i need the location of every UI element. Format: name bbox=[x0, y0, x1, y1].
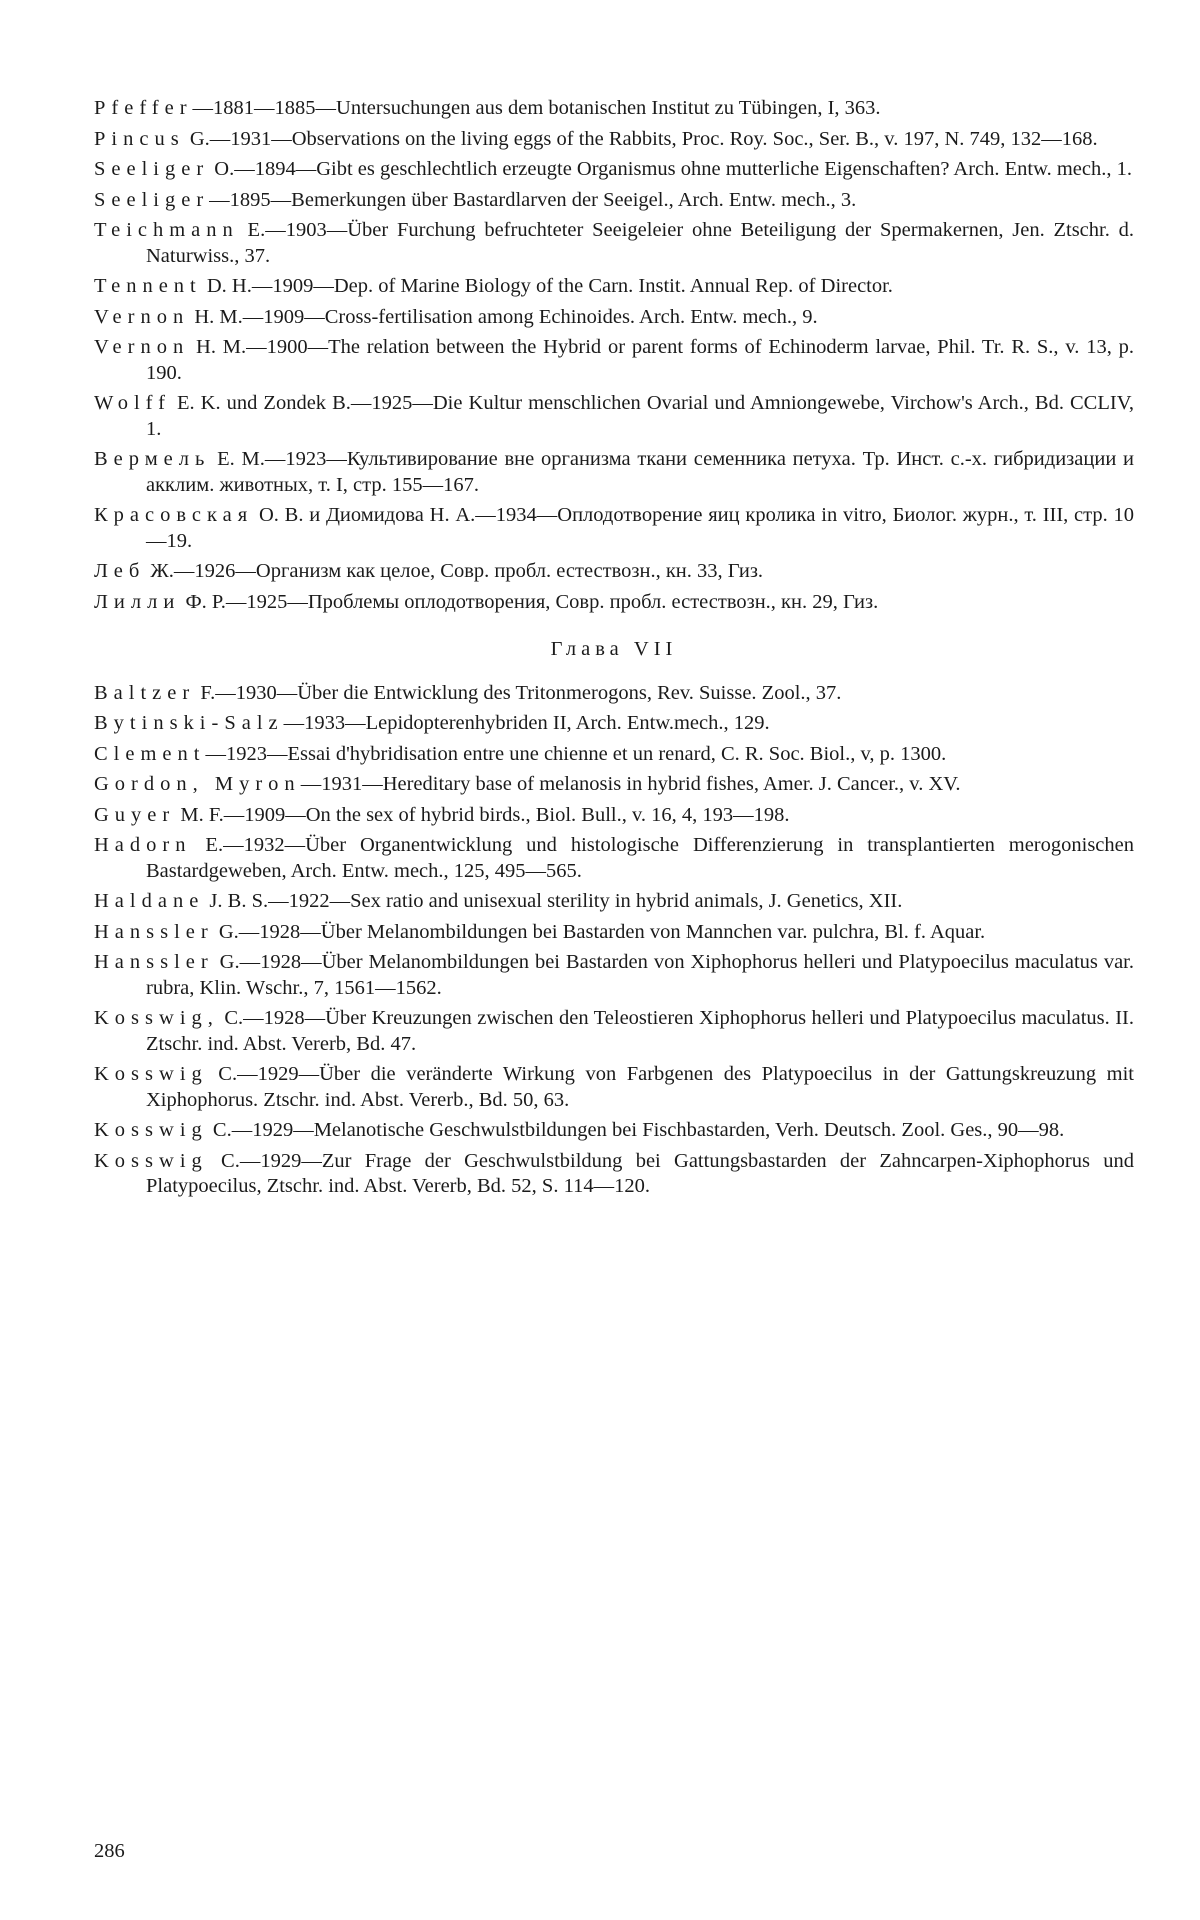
reference-author: Guyer bbox=[94, 803, 176, 826]
reference-entry bbox=[94, 335, 1134, 386]
reference-entry bbox=[94, 833, 1134, 884]
reference-author: Kosswig bbox=[94, 1063, 208, 1085]
reference-entry bbox=[94, 559, 1134, 585]
reference-text: G.—1931—Observations on the living eggs of the Rabbits, Proc. Roy. Soc., Ser. B., v. 197, N. 749, 132—168. bbox=[184, 127, 1098, 150]
reference-text: G.—1928—Über Melanombildungen bei Bastarden von Mannchen var. pulchra, Bl. f. Aquar. bbox=[213, 920, 986, 943]
reference-entry bbox=[94, 1118, 1134, 1144]
reference-text: C.—1929—Melanotische Geschwulstbildungen bei Fischbastarden, Verh. Deutsch. Zool. Ges., 90—98. bbox=[207, 1119, 1065, 1141]
reference-text: —1923—Essai d'hybridisation entre une chienne et un renard, C. R. Soc. Biol., v, p. 1300. bbox=[205, 742, 947, 765]
reference-text: E.—1932—Über Organentwicklung und histologische Differenzierung in transplantierten merogonischen Bastardgeweben, Arch. Entw. mech., 125, 495—565. bbox=[146, 834, 1134, 882]
reference-entry bbox=[94, 157, 1134, 183]
reference-text: J. B. S.—1922—Sex ratio and unisexual sterility in hybrid animals, J. Genetics, XII. bbox=[204, 890, 903, 912]
reference-text: F.—1930—Über die Entwicklung des Tritonmerogons, Rev. Suisse. Zool., 37. bbox=[195, 681, 842, 704]
reference-text: H. M.—1900—The relation between the Hybrid or parent forms of Echinoderm larvae, Phil. Tr. R. S., v. 13, p. 190. bbox=[146, 336, 1134, 384]
reference-author: Kosswig, bbox=[94, 1007, 219, 1029]
reference-entry bbox=[94, 503, 1134, 554]
reference-author: Лилли bbox=[94, 590, 181, 613]
reference-text: —1881—1885—Untersuchungen aus dem botanischen Institut zu Tübingen, I, 363. bbox=[192, 97, 881, 119]
reference-text: C.—1929—Zur Frage der Geschwulstbildung bei Gattungsbastarden der Zahncarpen-Xiphophorus und Platypoecilus, Ztschr. ind. Abst. Vererb, Bd. 52, S. 114—120. bbox=[146, 1149, 1134, 1197]
reference-entry bbox=[94, 681, 1134, 707]
reference-author: Clement bbox=[94, 742, 206, 765]
reference-author: Hadorn bbox=[94, 834, 192, 856]
reference-author: Wolff bbox=[94, 392, 171, 414]
reference-entry bbox=[94, 218, 1134, 269]
reference-author: Tennent bbox=[94, 275, 202, 297]
reference-text: —1933—Lepidopterenhybriden II, Arch. Entw.mech., 129. bbox=[283, 712, 770, 734]
chapter-heading: Глава VII bbox=[550, 638, 678, 660]
reference-entry bbox=[94, 1062, 1134, 1113]
reference-author: Seeliger bbox=[94, 188, 210, 211]
reference-author: Hanssler bbox=[94, 920, 214, 943]
reference-entry bbox=[94, 772, 1134, 798]
reference-author: Baltzer bbox=[94, 681, 196, 704]
reference-entry bbox=[94, 590, 1134, 616]
reference-list-chapter-7 bbox=[94, 681, 1134, 1200]
reference-entry bbox=[94, 711, 1134, 737]
reference-author: Pincus bbox=[94, 127, 185, 150]
reference-text: E. K. und Zondek B.—1925—Die Kultur menschlichen Ovarial und Amniongewebe, Virchow's Arch., Bd. CCLIV, 1. bbox=[146, 392, 1134, 440]
reference-entry bbox=[94, 950, 1134, 1001]
reference-text: H. M.—1909—Cross-fertilisation among Echinoides. Arch. Entw. mech., 9. bbox=[189, 305, 818, 328]
reference-text: D. H.—1909—Dep. of Marine Biology of the Carn. Instit. Annual Rep. of Director. bbox=[201, 275, 893, 297]
reference-entry bbox=[94, 889, 1134, 915]
reference-author: Seeliger bbox=[94, 158, 210, 180]
reference-entry bbox=[94, 742, 1134, 768]
reference-author: Vernon bbox=[94, 336, 190, 358]
reference-text: M. F.—1909—On the sex of hybrid birds., Biol. Bull., v. 16, 4, 193—198. bbox=[175, 803, 790, 826]
reference-entry bbox=[94, 96, 1134, 122]
reference-entry bbox=[94, 920, 1134, 946]
reference-entry bbox=[94, 1006, 1134, 1057]
page-number: 286 bbox=[94, 1840, 125, 1862]
bibliography-page bbox=[94, 96, 1134, 1205]
reference-author: Gordon, Myron bbox=[94, 773, 301, 795]
reference-text: O.—1894—Gibt es geschlechtlich erzeugte Organismus ohne mutterliche Eigenschaften? Arch. Entw. mech., 1. bbox=[209, 158, 1132, 180]
reference-author: Леб bbox=[94, 560, 146, 582]
reference-entry bbox=[94, 305, 1134, 331]
reference-text: Ф. Р.—1925—Проблемы оплодотворения, Совр. пробл. естествозн., кн. 29, Гиз. bbox=[180, 590, 879, 613]
reference-text: C.—1928—Über Kreuzungen zwischen den Teleostieren Xiphophorus helleri und Platypoecilus maculatus. II. Ztschr. ind. Abst. Vererb, Bd. 47. bbox=[146, 1007, 1134, 1055]
reference-entry bbox=[94, 803, 1134, 829]
reference-author: Вермель bbox=[94, 448, 211, 470]
reference-text: Ж.—1926—Организм как целое, Совр. пробл. естествозн., кн. 33, Гиз. bbox=[145, 560, 764, 582]
reference-author: Hanssler bbox=[94, 951, 214, 973]
reference-entry bbox=[94, 274, 1134, 300]
reference-text: C.—1929—Über die veränderte Wirkung von Farbgenen des Platypoecilus in der Gattungskreuzung mit Xiphophorus. Ztschr. ind. Abst. Vererb., Bd. 50, 63. bbox=[146, 1063, 1134, 1111]
reference-author: Kosswig bbox=[94, 1149, 208, 1172]
reference-author: Teichmann bbox=[94, 219, 239, 241]
reference-author: Красовская bbox=[94, 504, 254, 526]
reference-author: Bytinski-Salz bbox=[94, 712, 284, 734]
reference-author: Haldane bbox=[94, 890, 205, 912]
reference-entry bbox=[94, 188, 1134, 214]
reference-author: Kosswig bbox=[94, 1119, 208, 1141]
reference-text: —1931—Hereditary base of melanosis in hybrid fishes, Amer. J. Cancer., v. XV. bbox=[300, 773, 961, 795]
reference-text: G.—1928—Über Melanombildungen bei Bastarden von Xiphophorus helleri und Platypoecilus maculatus var. rubra, Klin. Wschr., 7, 1561—1562. bbox=[146, 951, 1134, 999]
reference-entry bbox=[94, 1149, 1134, 1200]
reference-text: E.—1903—Über Furchung befruchteter Seeigeleier ohne Beteiligung der Spermakernen, Jen. Ztschr. d. Naturwiss., 37. bbox=[146, 219, 1134, 267]
reference-entry bbox=[94, 447, 1134, 498]
reference-entry bbox=[94, 391, 1134, 442]
reference-text: О. В. и Диомидова Н. А.—1934—Оплодотворение яиц кролика in vitro, Биолог. журн., т. III, стр. 10—19. bbox=[146, 504, 1134, 552]
reference-author: Vernon bbox=[94, 305, 190, 328]
reference-entry bbox=[94, 127, 1134, 153]
reference-list-chapter-6 bbox=[94, 96, 1134, 615]
reference-text: Е. М.—1923—Культивирование вне организма ткани семенника петуха. Тр. Инст. с.-х. гибридизации и акклим. животных, т. I, стр. 155—167. bbox=[146, 448, 1134, 496]
reference-author: Pfeffer bbox=[94, 97, 193, 119]
reference-text: —1895—Bemerkungen über Bastardlarven der Seeigel., Arch. Entw. mech., 3. bbox=[209, 188, 857, 211]
